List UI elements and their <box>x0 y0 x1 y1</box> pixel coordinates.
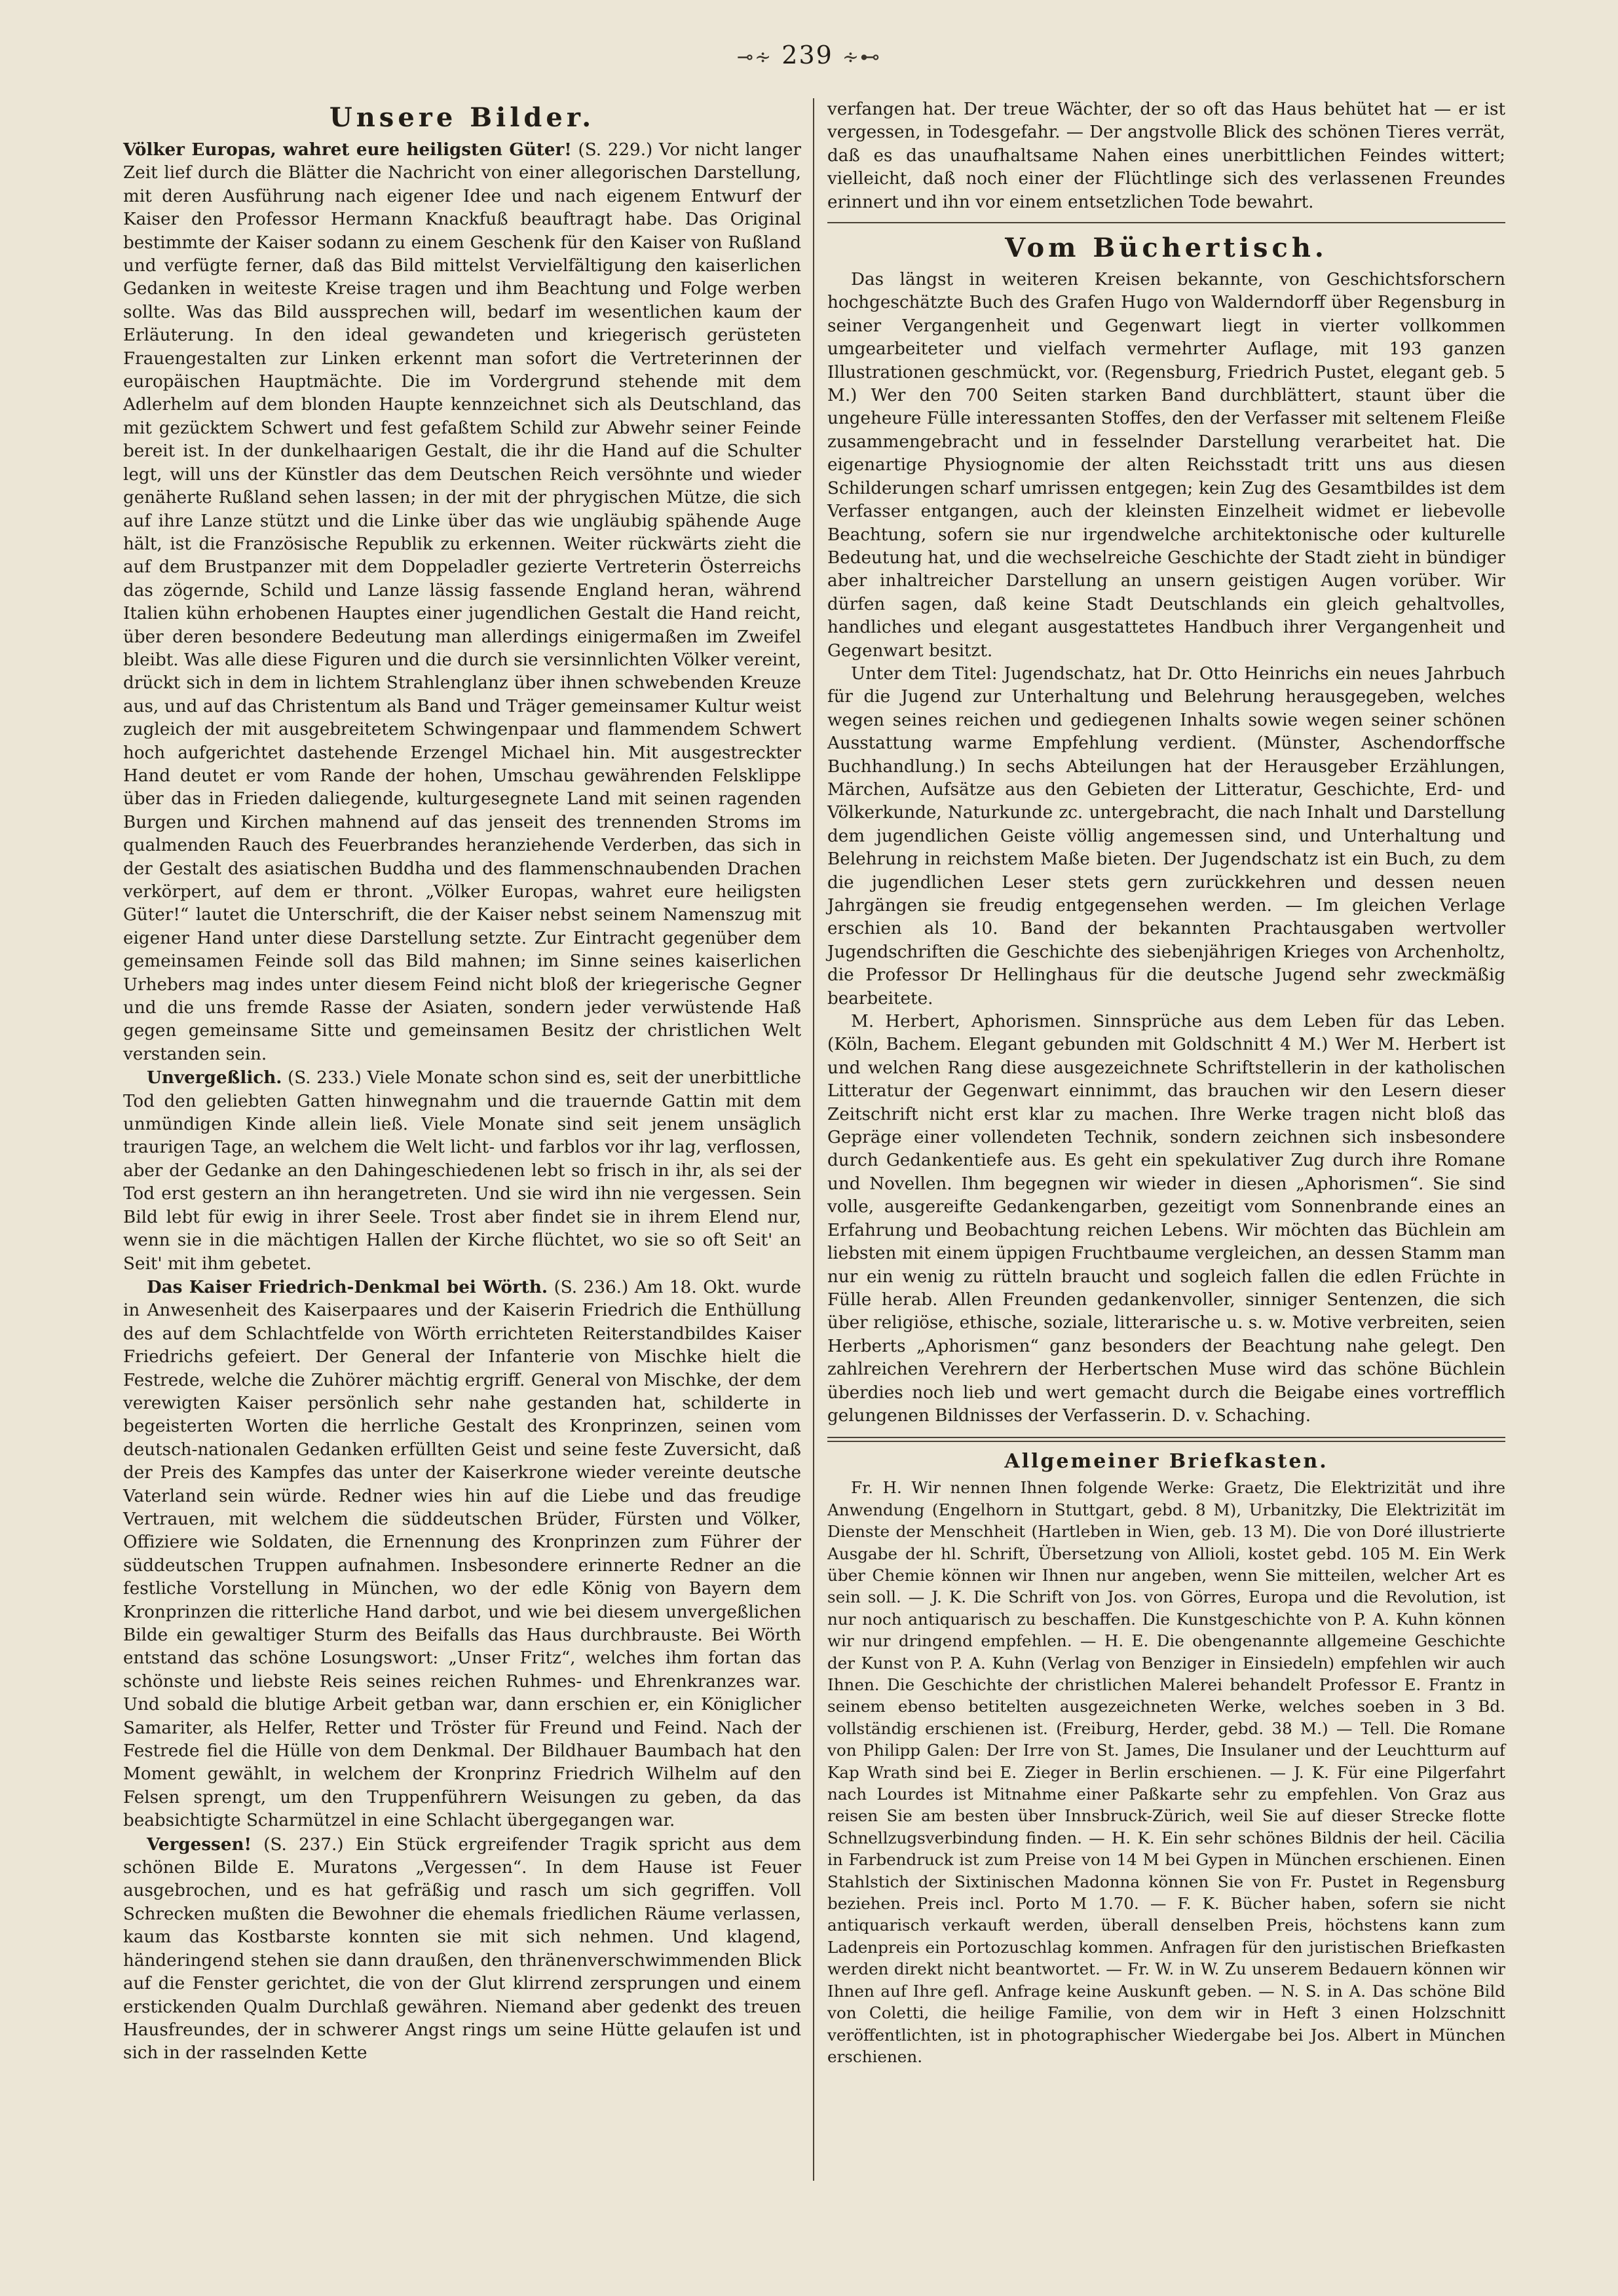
review-jugendschatz: Unter dem Titel: Jugendschatz, hat Dr. Otto Heinrichs ein neues Jahrbuch für die Jugend zur Unterhaltung und Belehrung herausgegeben, welches wegen seines reichen und gediegenen Inhalts sowie wegen seiner schönen Ausstattung warme Empfehlung verdient. (Münster, Aschendorffsche Buchhandlung.) In sechs Abteilungen hat der Herausgeber Erzählungen, Märchen, Aufsätze aus den Gebieten der Litteratur, Geschichte, Erd- und Völkerkunde, Naturkunde zc. untergebracht, die nach Inhalt und Darstellung dem jugendlichen Geiste völlig angemessen sind, und Unterhaltung und Belehrung in reichstem Maße bieten. Der Jugendschatz ist ein Buch, zu dem die jugendlichen Leser stets gern zurückkehren und dessen neuen Jahrgängen sie freudig entgegensehen werden. — Im gleichen Verlage erschien als 10. Band der bekannten Prachtausgaben wertvoller Jugendschriften die Geschichte des siebenjährigen Krieges von Archenholtz, die Professor Dr Hellinghaus für die deutsche Jugend sehr zweckmäßig bearbeitete. <box>827 663 1505 1009</box>
page-number-text: 239 <box>781 41 833 69</box>
column-divider <box>813 98 814 2181</box>
article-vergessen <box>123 1833 801 2065</box>
section-divider-double <box>827 1437 1505 1442</box>
caption-kaiser-friedrich-denkmal: Das Kaiser Friedrich-Denkmal bei Wörth. <box>147 1276 548 1297</box>
text-voelker-europas: (S. 229.) Vor nicht langer Zeit lief durch die Blätter die Nachricht von einer allegorischen Darstellung, mit deren Ausführung nach eigener Idee und nach eigenem Entwurf der Kaiser den Professor Hermann Knackfuß beauftragt habe. Das Original bestimmte der Kaiser sodann zu einem Geschenk für den Kaiser von Rußland und verfügte ferner, daß das Bild mittelst Vervielfältigung den kaiserlichen Gedanken in weiteste Kreise tragen und ihm Beachtung und Folge werben sollte. Was das Bild aussprechen will, bedarf im wesentlichen kaum der Erläuterung. In den ideal gewandeten und kriegerisch gerüsteten Frauengestalten zur Linken erkennt man sofort die Vertreterinnen der europäischen Hauptmächte. Die im Vordergrund stehende mit dem Adlerhelm auf dem blonden Haupte kennzeichnet sich als Deutschland, das mit gezücktem Schwert und fest gefaßtem Schild zur Abwehr seiner Feinde bereit ist. In der dunkelhaarigen Gestalt, die ihr die Hand auf die Schulter legt, will uns der Künstler das dem Deutschen Reich versöhnte und wieder genäherte Rußland sehen lassen; in der mit der phrygischen Mütze, die sich auf ihre Lanze stützt und die Linke über das wie ungläubig spähende Auge hält, ist die Französische Republik zu erkennen. Weiter rückwärts zieht die auf dem Brustpanzer mit dem Doppeladler gezierte Vertreterin Österreichs das zögernde, Schild und Lanze lässig fassende England heran, während Italien kühn erhobenen Hauptes einer jugendlichen Gestalt die Hand reicht, über deren besondere Bedeutung man allerdings einigermaßen im Zweifel bleibt. Was alle diese Figuren und die durch sie versinnlichten Völker vereint, drückt sich in dem in lichtem Strahlenglanz über ihnen schwebenden Kreuze aus, und auf das Christentum als Band und Träger gemeinsamer Kultur weist zugleich der mit ausgebreitetem Schwingenpaar und flammendem Schwert hoch aufgerichtet dastehende Erzengel Michael hin. Mit ausgestreckter Hand deutet er vom Rande der hohen, Umschau gewährenden Felsklippe über das in Frieden daliegende, kulturgesegnete Land mit seinen ragenden Burgen und Kirchen mahnend auf das jenseit des trennenden Stroms im qualmenden Rauch des Feuerbrandes heranziehende Verderben, das sich in der Gestalt des asiatischen Buddha und des flammenschnaubenden Drachen verkörpert, auf dem er thront. „Völker Europas, wahret eure heiligsten Güter!“ lautet die Unterschrift, die der Kaiser nebst seinem Namenszug mit eigener Hand unter diese Darstellung setzte. Zur Eintracht gegenüber dem gemeinsamen Feinde soll das Bild mahnen; im Sinne seines kaiserlichen Urhebers mag indes unter diesem Feind nicht bloß der kriegerische Gegner und die uns fremde Rasse der Asiaten, sondern jeder verwüstende Haß gegen gemeinsame Sitte und gemeinsamen Besitz der christlichen Welt verstanden sein. <box>123 140 801 1064</box>
review-aphorismen: M. Herbert, Aphorismen. Sinnsprüche aus dem Leben für das Leben. (Köln, Bachem. Elegant gebunden mit Goldschnitt 4 M.) Wer M. Herbert ist und welchen Rang diese ausgezeichnete Schriftstellerin in der katholischen Litteratur der Gegenwart einnimmt, das brauchen wir den Lesern dieser Zeitschrift nicht erst klar zu machen. Ihre Werke tragen nicht bloß das Gepräge einer vollendeten Technik, sondern zeichnen sich insbesondere durch Gedankentiefe aus. Es geht ein spekulativer Zug durch ihre Romane und Novellen. Ihm begegnen wir wieder in diesen „Aphorismen“. Sie sind volle, ausgereifte Gedankengarben, gezeitigt vom Sonnenbrande eines an Erfahrung und Beobachtung reichen Lebens. Wir möchten das Büchlein am liebsten mit einem üppigen Fruchtbaume vergleichen, an dessen Stamm man nur ein wenig zu rütteln braucht und sogleich fallen die edlen Früchte in Fülle herab. Allen Freunden gedankenvoller, sinniger Sentenzen, die sich über religiöse, ethische, soziale, litterarische u. s. w. Motive verbreiten, seien Herberts „Aphorismen“ ganz besonders der Beachtung nahe gelegt. Den zahlreichen Verehrern der Herbertschen Muse wird das schöne Büchlein überdies noch lieb und wert gemacht durch die Beigabe eines vortrefflich gelungenen Bildnisses der Verfasserin. D. v. Schaching. <box>827 1012 1505 1426</box>
article-kaiser-friedrich-denkmal <box>123 1276 801 1833</box>
text-unvergesslich: (S. 233.) Viele Monate schon sind es, seit der unerbittliche Tod den geliebten Gatten hinwegnahm und die trauernde Gattin mit dem unmündigen Kinde allein ließ. Viele Monate sind seit jenem unsäglich traurigen Tage, an welchem die Welt licht- und farblos vor ihr lag, verflossen, aber der Gedanke an den Dahingeschiedenen lebt so frisch in ihr, als sei der Tod erst gestern an ihn herangetreten. Und sie wird ihn nie vergessen. Sein Bild lebt für ewig in ihrer Seele. Trost aber findet sie in ihrem Elend nur, wenn sie in die mächtigen Hallen der Kirche flüchtet, wo sie so oft Seit' an Seit' mit ihm gebetet. <box>123 1068 801 1274</box>
right-column <box>827 98 1505 2067</box>
left-column <box>123 98 801 2065</box>
page-number <box>0 41 1618 69</box>
caption-voelker-europas: Völker Europas, wahret eure heiligsten Güter! <box>123 139 572 160</box>
briefkasten-text: Fr. H. Wir nennen Ihnen folgende Werke: Graetz, Die Elektrizität und ihre Anwendung (Engelhorn in Stuttgart, gebd. 8 M), Urbanitzky, Die Elektrizität im Dienste der Menschheit (Hartleben in Wien, geb. 13 M). Die von Doré illustrierte Ausgabe der hl. Schrift, Übersetzung von Allioli, kostet gebd. 105 M. Ein Werk über Chemie können wir Ihnen nur angeben, wenn Sie mitteilen, welcher Art es sein soll. — J. K. Die Schrift von Jos. von Görres, Europa und die Revolution, ist nur noch antiquarisch zu beschaffen. Die Kunstgeschichte von P. A. Kuhn können wir nur dringend empfehlen. — H. E. Die obengenannte allgemeine Geschichte der Kunst von P. A. Kuhn (Verlag von Benziger in Einsiedeln) empfehlen wir auch Ihnen. Die Geschichte der christlichen Malerei behandelt Professor E. Frantz in seinem ebenso betitelten ausgezeichneten Werke, welches soeben in 3 Bd. vollständig erschienen ist. (Freiburg, Herder, gebd. 38 M.) — Tell. Die Romane von Philipp Galen: Der Irre von St. James, Die Insulaner und der Leuchtturm auf Kap Wrath sind bei E. Zieger in Berlin erschienen. — J. K. Für eine Pilgerfahrt nach Lourdes ist Mitnahme einer Paßkarte sehr zu empfehlen. Von Graz aus reisen Sie am besten über Innsbruck-Zürich, weil Sie auf dieser Strecke flotte Schnellzugsverbindung finden. — H. K. Ein sehr schönes Bildnis der heil. Cäcilia in Farbendruck ist zum Preise von 14 M bei Gypen in München erschienen. Einen Stahlstich der Sixtinischen Madonna können Sie von Fr. Pustet in Regensburg beziehen. Preis incl. Porto M 1.70. — F. K. Bücher haben, sofern sie nicht antiquarisch verkauft werden, überall denselben Preis, höchstens kann zum Ladenpreis ein Portozuschlag kommen. Anfragen für den juristischen Briefkasten werden direkt nicht beantwortet. — Fr. W. in W. Zu unserem Bedauern können wir Ihnen auf Ihre gefl. Anfrage keine Auskunft geben. — N. S. in A. Das schöne Bild von Coletti, die heilige Familie, von dem wir in Heft 3 einen Holzschnitt veröffentlichten, ist in photographischer Wiedergabe bei Jos. Albert in München erschienen. <box>827 1478 1505 2066</box>
article-voelker-europas <box>123 138 801 1066</box>
review-regensburg: Das längst in weiteren Kreisen bekannte, von Geschichtsforschern hochgeschätzte Buch des Grafen Hugo von Walderndorff über Regensburg in seiner Vergangenheit und Gegenwart liegt in vierter vollkommen umgearbeiteter und vielfach vermehrter Auflage, mit 193 ganzen Illustrationen geschmückt, vor. (Regensburg, Friedrich Pustet, elegant geb. 5 M.) Wer den 700 Seiten starken Band durchblättert, staunt über die ungeheure Fülle interessanten Stoffes, den der Verfasser mit seltenem Fleiße zusammengebracht und in fesselnder Darstellung verarbeitet hat. Die eigenartige Physiognomie der alten Reichsstadt tritt uns aus diesen Schilderungen scharf umrissen entgegen; kein Zug des Gesamtbildes ist dem Verfasser entgangen, auch der kleinsten Einzelheit widmet er liebevolle Beachtung, sofern sie nur irgendwelche architektonische oder kulturelle Bedeutung hat, und die wechselreiche Geschichte der Stadt zieht in bündiger aber inhaltreicher Darstellung an unsern geistigen Augen vorüber. Wir dürfen sagen, daß keine Stadt Deutschlands ein gleich gehaltvolles, handliches und elegant ausgestattetes Handbuch ihrer Vergangenheit und Gegenwart besitzt. <box>827 270 1505 661</box>
section-heading-buechertisch: Vom Büchertisch. <box>1005 232 1328 264</box>
briefkasten-section <box>827 1477 1505 2067</box>
article-unvergesslich <box>123 1066 801 1276</box>
section-heading-unsere-bilder: Unsere Bilder. <box>329 102 595 133</box>
caption-unvergesslich: Unvergeßlich. <box>147 1067 282 1088</box>
text-vergessen: (S. 237.) Ein Stück ergreifender Tragik spricht aus dem schönen Bilde E. Muratons „Vergessen“. In dem Hause ist Feuer ausgebrochen, und es hat gefräßig und rasch um sich gegriffen. Voll Schrecken mußten die Bewohner die ehemals friedlichen Räume verlassen, kaum das Kostbarste konnten sie mit sich nehmen. Und klagend, händeringend stehen sie dann draußen, den thränenverschwimmenden Blick auf die Fenster gerichtet, die von der Glut klirrend zersprungen und einem erstickenden Qualm Durchlaß gewähren. Niemand aber gedenkt des treuen Hausfreundes, der in schwerer Angst rings um seine Hütte gelaufen ist und sich in der rasselnden Kette <box>123 1834 801 2064</box>
section-heading-briefkasten: Allgemeiner Briefkasten. <box>1004 1450 1328 1473</box>
text-kaiser-friedrich-denkmal: (S. 236.) Am 18. Okt. wurde in Anwesenheit des Kaiserpaares und der Kaiserin Friedrich die Enthüllung des auf dem Schlachtfelde von Wörth errichteten Reiterstandbildes Kaiser Friedrichs gefeiert. Der General der Infanterie von Mischke hielt die Festrede, welche die Zuhörer mächtig ergriff. General von Mischke, der dem verewigten Kaiser persönlich sehr nahe gestanden hat, schilderte in begeisterten Worten die herrliche Gestalt des Kronprinzen, seinen vom deutsch-nationalen Gedanken erfüllten Geist und seine feste Zuversicht, daß der Preis des Kampfes das unter der Kaiserkrone wieder vereinte deutsche Vaterland sein würde. Redner wies hin auf die Liebe und das freudige Vertrauen, mit welchem die süddeutschen Brüder, Fürsten und Völker, Offiziere wie Soldaten, die Ernennung des Kronprinzen zum Führer der süddeutschen Truppen aufnahmen. Insbesondere erinnerte Redner an die festliche Vorstellung in München, wo der edle König von Bayern dem Kronprinzen die ritterliche Hand darbot, und wie bei diesem unvergeßlichen Bilde ein gewaltiger Sturm des Beifalls das Haus durchbrauste. Bei Wörth entstand das schöne Losungswort: „Unser Fritz“, welches ihm fortan das schönste und liebste Reis seines reichen Ruhmes- und Ehrenkranzes war. Und sobald die blutige Arbeit getban war, dann erschien er, ein Königlicher Samariter, als Helfer, Retter und Tröster für Freund und Feind. Nach der Festrede fiel die Hülle von dem Denkmal. Der Bildhauer Baumbach hat den Moment gewählt, in welchem der Kronprinz Friedrich Wilhelm auf den Felsen sprengt, um den Truppenführern Weisungen zu geben, da das beabsichtigte Scharmützel in eine Schlacht übergegangen war. <box>123 1277 802 1831</box>
section-divider <box>827 222 1505 223</box>
ornament-left-icon: ⊸∻ <box>736 46 773 69</box>
ornament-right-icon: ∻⊷ <box>842 46 882 69</box>
caption-vergessen: Vergessen! <box>147 1834 252 1855</box>
article-vergessen-continued: verfangen hat. Der treue Wächter, der so oft das Haus behütet hat — er ist vergessen, in Todesgefahr. — Der angstvolle Blick des schönen Tieres verrät, daß es das unaufhaltsame Nahen eines unerbittlichen Feindes wittert; vielleicht, daß noch einer der Flüchtlinge sich des verlassenen Freundes erinnert und ihn vor einem entsetzlichen Tode bewahrt. <box>827 100 1505 212</box>
